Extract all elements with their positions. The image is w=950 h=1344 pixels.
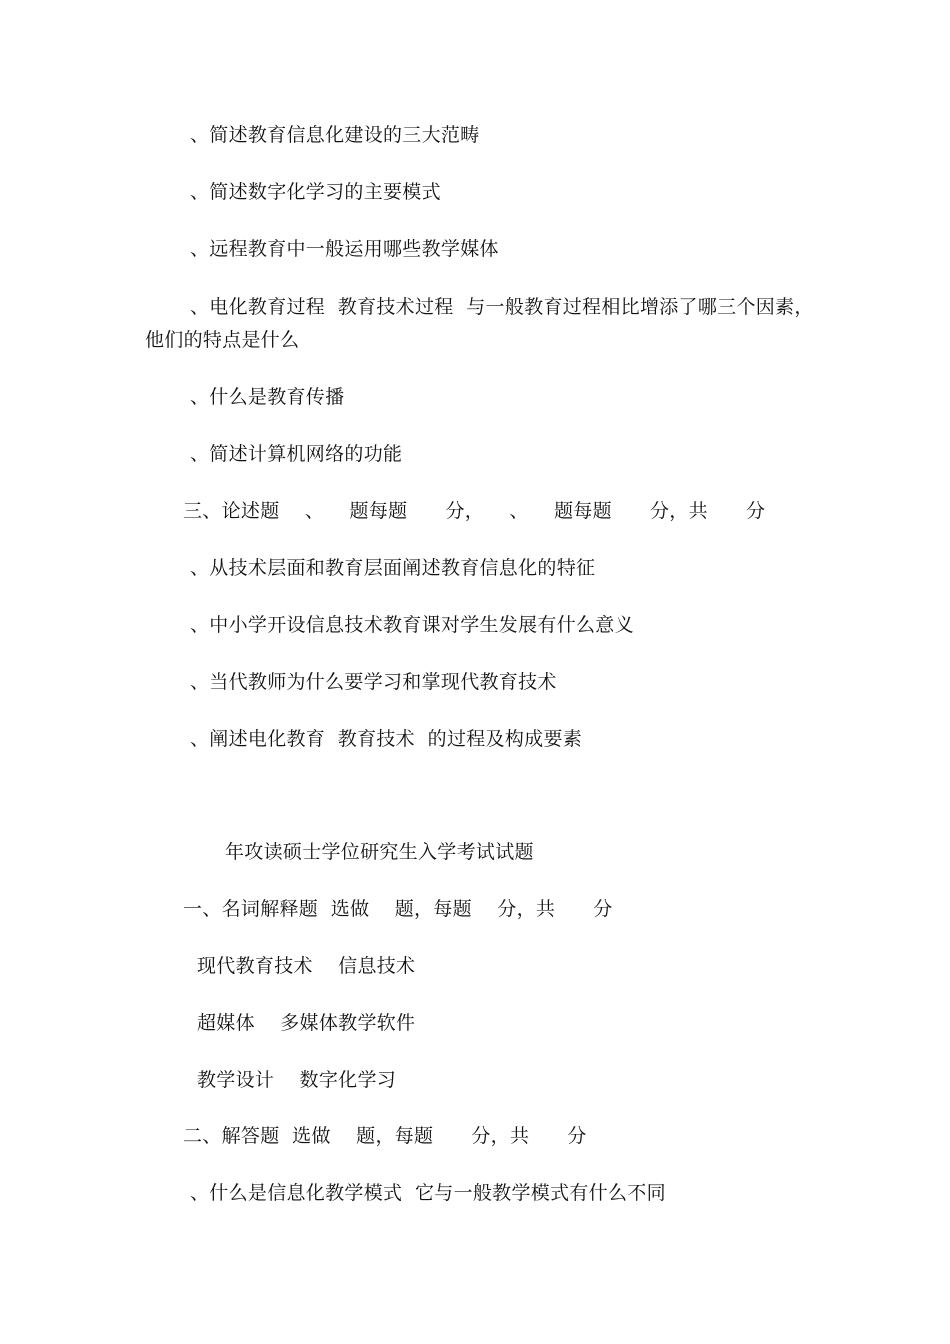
question-line: 、中小学开设信息技术教育课对学生发展有什么意义 <box>190 614 634 636</box>
question-line: 、简述教育信息化建设的三大范畴 <box>190 124 480 146</box>
question-line: 、电化教育过程 教育技术过程 与一般教育过程相比增添了哪三个因素， <box>190 296 814 318</box>
question-line: 、什么是教育传播 <box>190 386 345 408</box>
section-heading: 一、名词解释题 选做 题，每题 分，共 分 <box>183 898 613 920</box>
exam-title: 年攻读硕士学位研究生入学考试试题 <box>225 841 534 863</box>
question-line: 、简述数字化学习的主要模式 <box>190 181 441 203</box>
question-line: 、简述计算机网络的功能 <box>190 443 403 465</box>
term-line: 现代教育技术 信息技术 <box>197 955 416 977</box>
question-line: 、远程教育中一般运用哪些教学媒体 <box>190 238 499 260</box>
question-line: 、当代教师为什么要学习和掌现代教育技术 <box>190 671 557 693</box>
question-line-continued: 他们的特点是什么 <box>145 329 300 351</box>
section-heading: 三、论述题 、 题每题 分， 、 题每题 分，共 分 <box>183 500 766 522</box>
term-line: 教学设计 数字化学习 <box>197 1069 397 1091</box>
question-line: 、从技术层面和教育层面阐述教育信息化的特征 <box>190 557 596 579</box>
section-heading: 二、解答题 选做 题，每题 分，共 分 <box>183 1125 587 1147</box>
question-line: 、阐述电化教育 教育技术 的过程及构成要素 <box>190 728 583 750</box>
question-line: 、什么是信息化教学模式 它与一般教学模式有什么不同 <box>190 1182 666 1204</box>
term-line: 超媒体 多媒体教学软件 <box>197 1012 416 1034</box>
